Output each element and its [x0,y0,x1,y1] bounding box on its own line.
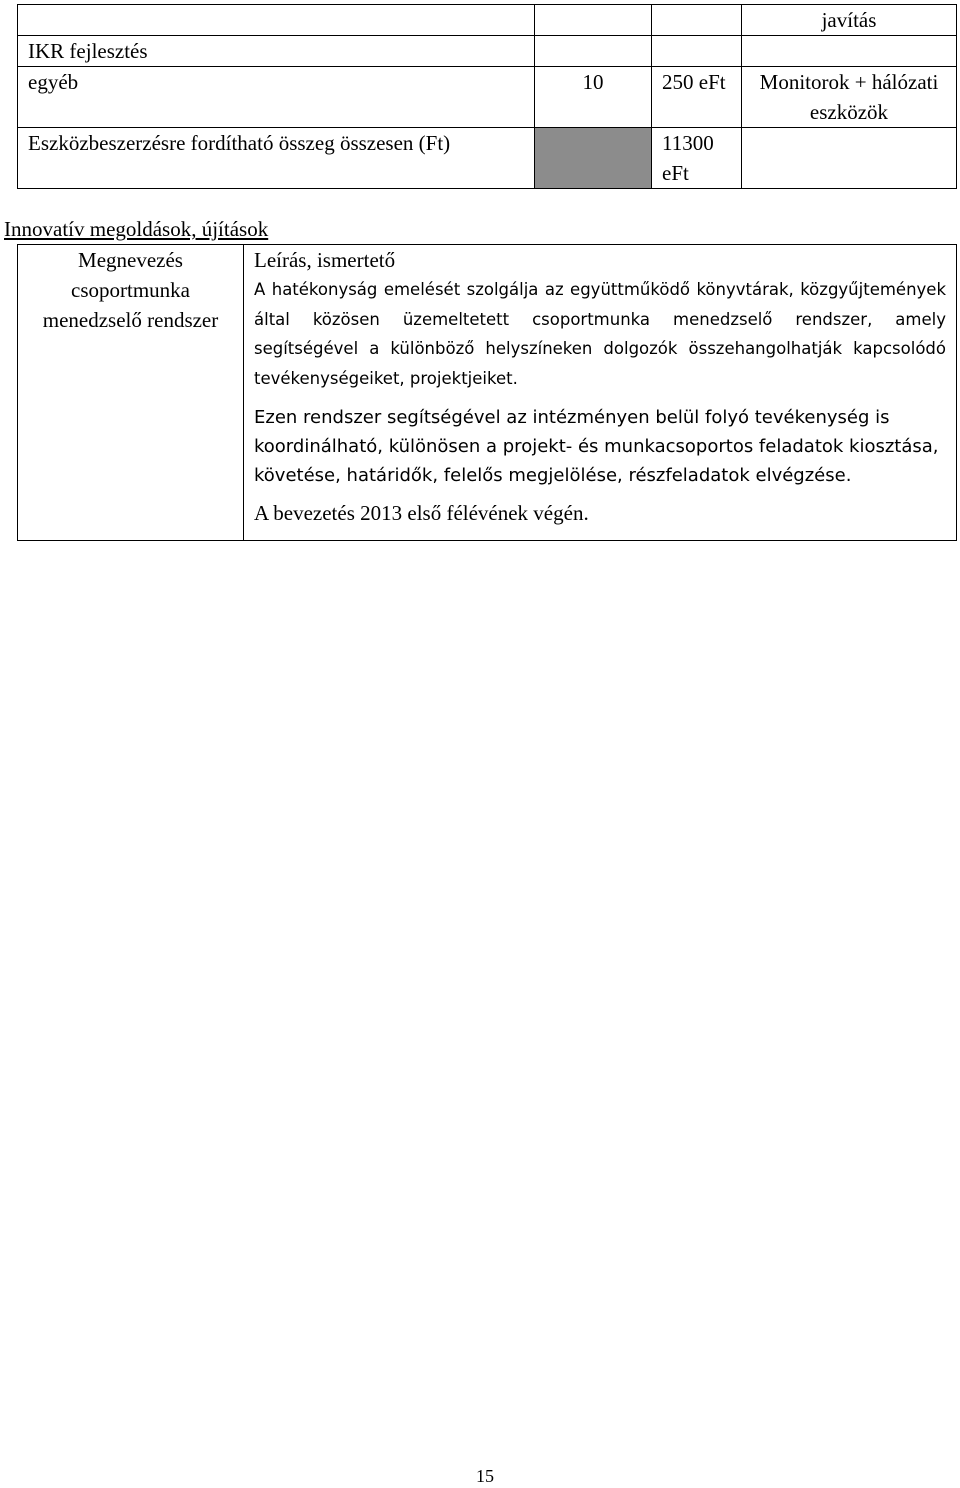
description-paragraph: A bevezetés 2013 első félévének végén. [254,501,589,525]
innovation-description-cell [244,245,957,541]
total-amount: 11300 eFt [652,128,742,189]
table-row [18,36,957,67]
table-row [18,67,957,128]
page-number: 15 [476,1466,494,1486]
item-qty-cell [535,5,652,36]
equipment-table [17,4,957,189]
total-row [18,128,957,189]
item-name-cell: IKR fejlesztés [18,36,535,67]
item-qty-cell [535,36,652,67]
column-header-name: Megnevezés [78,248,183,272]
item-note-cell [742,36,957,67]
item-name-cell: egyéb [18,67,535,128]
item-amount-cell [652,36,742,67]
total-note-cell [742,128,957,189]
column-header-description: Leírás, ismertető [254,248,396,272]
item-amount-cell [652,5,742,36]
description-paragraph: Ezen rendszer segítségével az intézményen belül folyó tevékenység is koordinálható, különösen a projekt- és munkacsoportos feladatok kiosztása, követése, határidők, felelős megjelölése, részfeladatok elvégzése. [254,407,939,486]
item-note-cell: javítás [742,5,957,36]
section-heading: Innovatív megoldások, újítások [4,217,269,241]
item-name-cell [18,5,535,36]
innovation-table [17,244,957,541]
table-row [18,5,957,36]
item-note-cell: Monitorok + hálózati eszközök [742,67,957,128]
innovation-name-cell [18,245,244,541]
total-label: Eszközbeszerzésre fordítható összeg összesen (Ft) [18,128,535,189]
item-qty-cell: 10 [535,67,652,128]
total-shaded-cell [535,128,652,189]
innovation-name: csoportmunka menedzselő rendszer [42,278,219,332]
item-amount-cell: 250 eFt [652,67,742,128]
table-row [18,245,957,541]
description-paragraph: A hatékonyság emelését szolgálja az együttműködő könyvtárak, közgyűjtemények által közösen üzemeltetett csoportmunka menedzselő rendszer, amely segítségével a különböző helyszíneken dolgozók összehangolhatják kapcsolódó tevékenységeiket, projektjeiket. [254,280,946,388]
